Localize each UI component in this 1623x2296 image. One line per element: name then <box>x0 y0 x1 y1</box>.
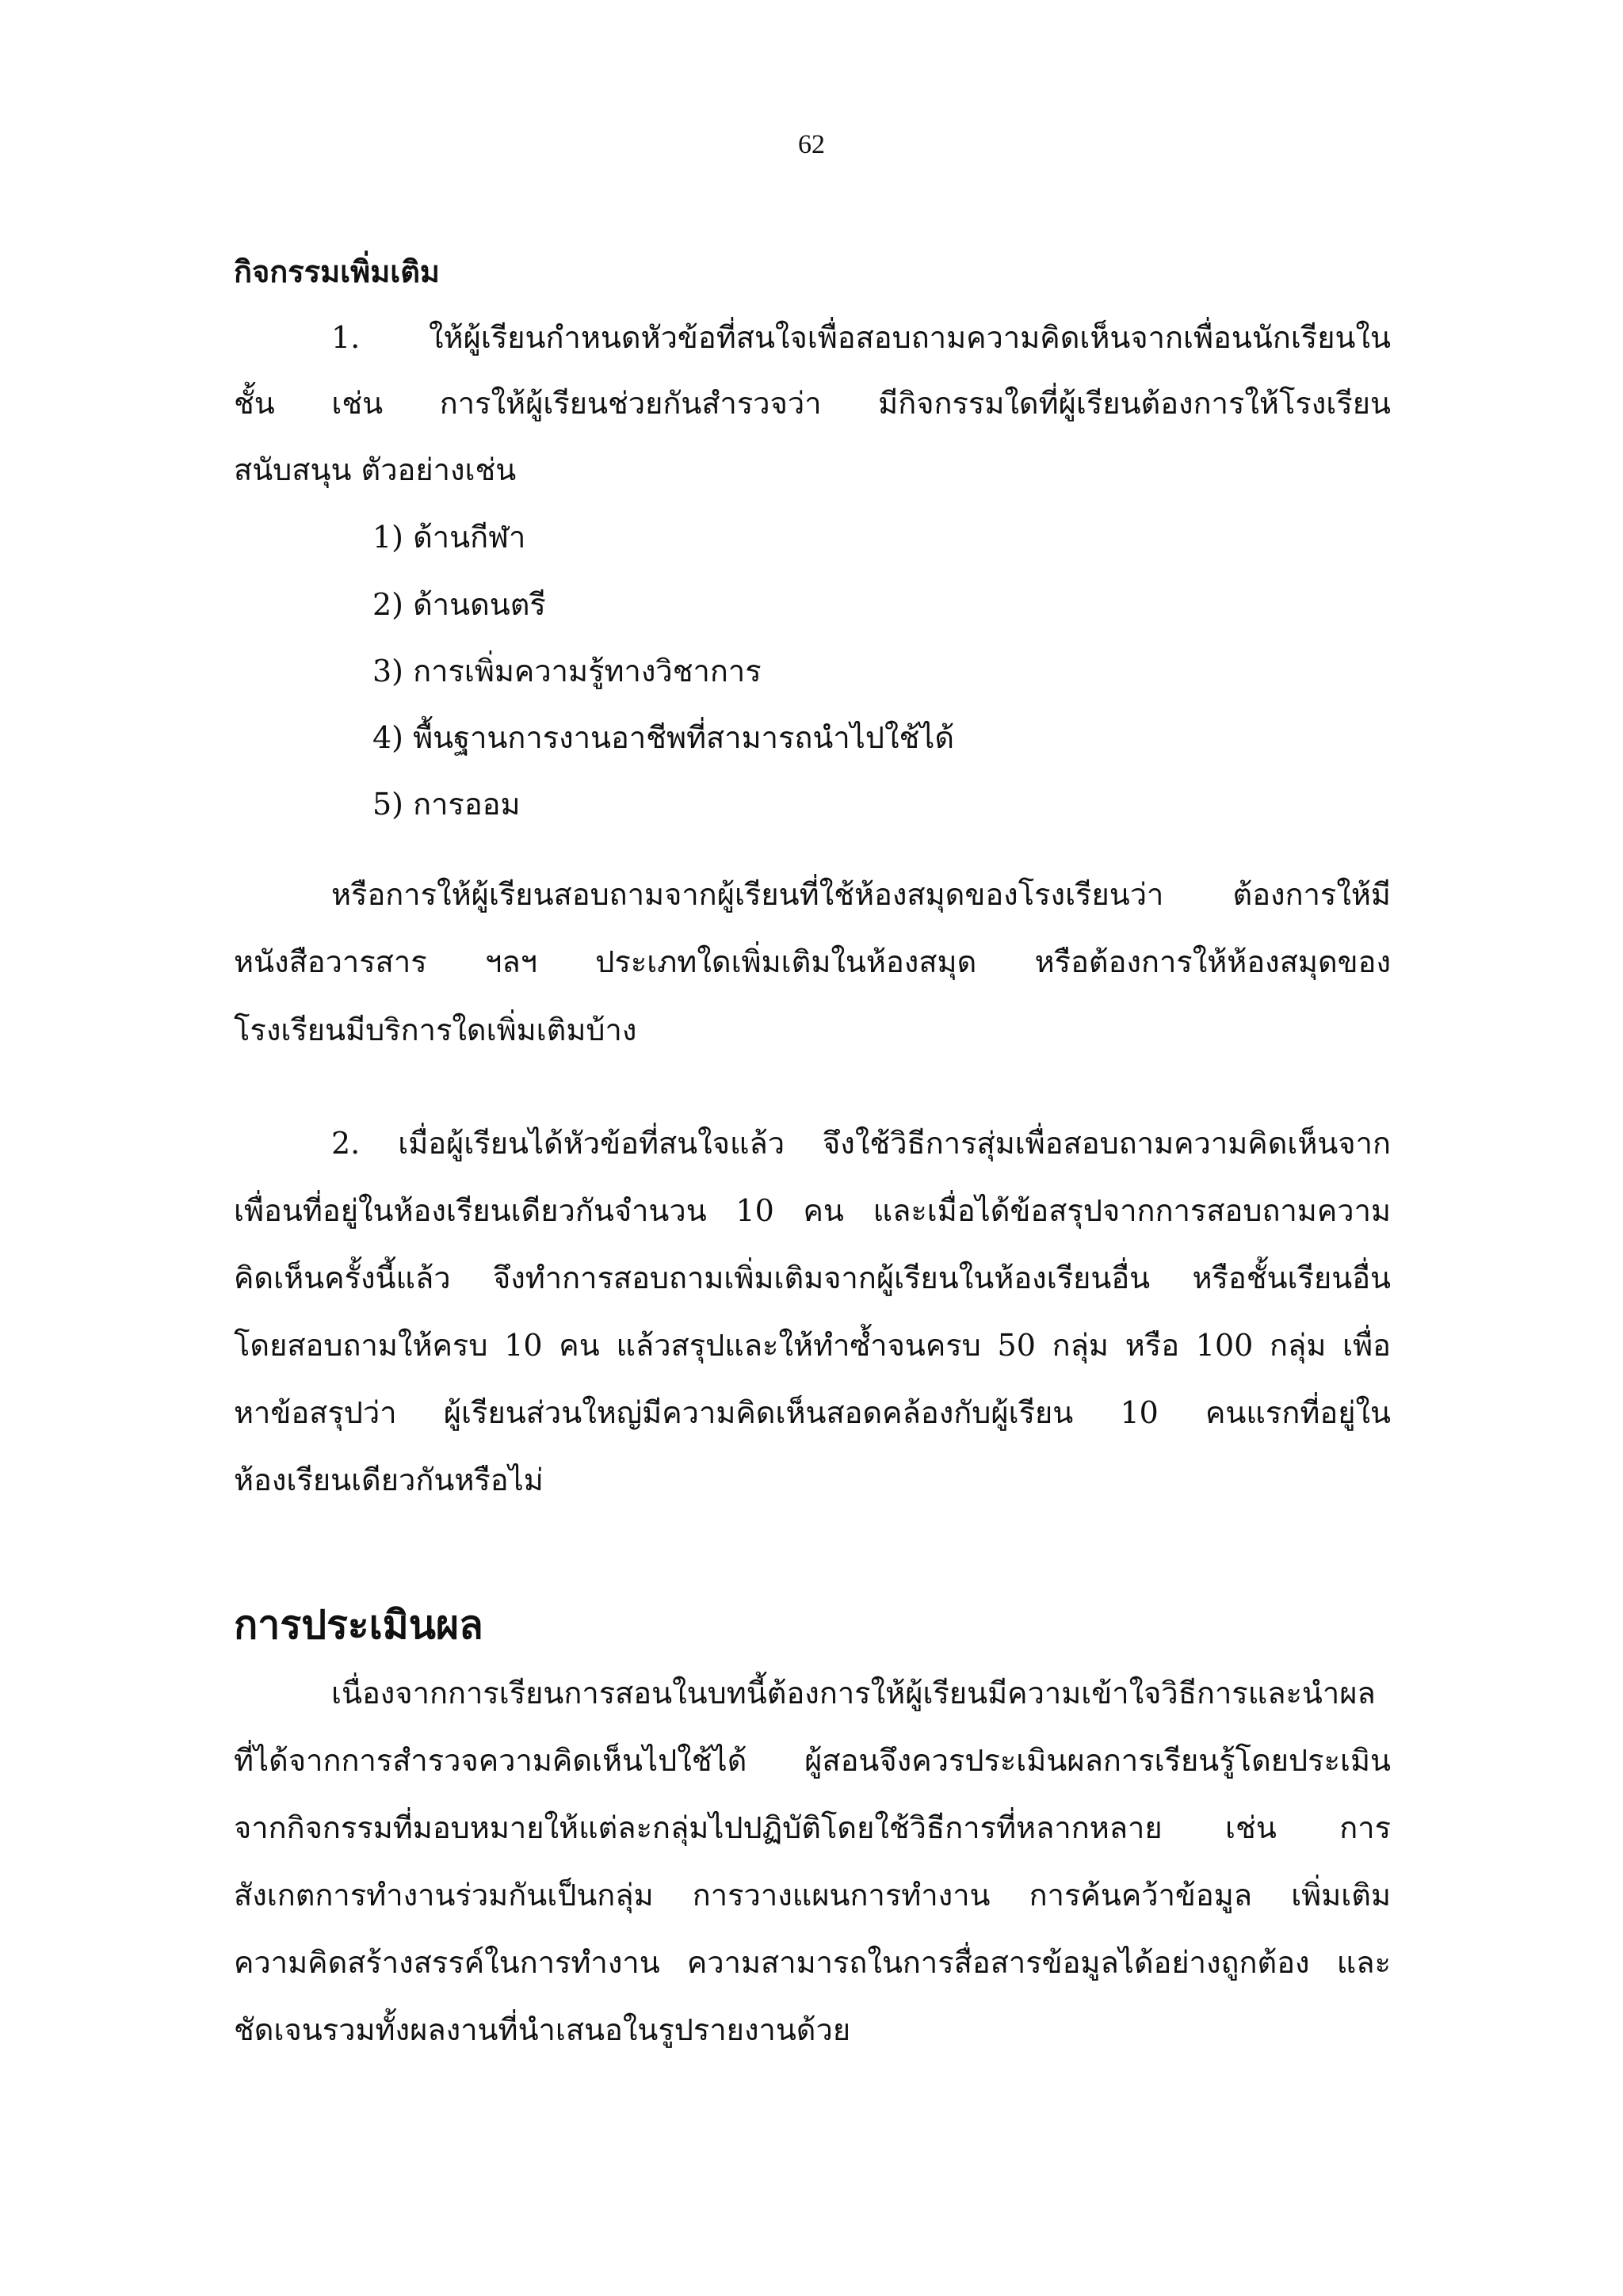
list-item-music: 2) ด้านดนตรี <box>372 587 546 622</box>
item2-line-4: โดยสอบถามให้ครบ 10 คน แล้วสรุปและให้ทำซ้ำจนครบ 50 กลุ่ม หรือ 100 กลุ่ม เพื่อ <box>234 1328 1391 1363</box>
eval-line-4: สังเกตการทำงานร่วมกันเป็นกลุ่ม การวางแผนการทำงาน การค้นคว้าข้อมูล เพิ่มเติม <box>234 1878 1391 1913</box>
page-number: 62 <box>798 130 825 159</box>
library-para-line-3: โรงเรียนมีบริการใดเพิ่มเติมบ้าง <box>234 1013 637 1047</box>
eval-line-5: ความคิดสร้างสรรค์ในการทำงาน ความสามารถในการสื่อสารข้อมูลได้อย่างถูกต้อง และ <box>234 1945 1391 1980</box>
list-item-sports: 1) ด้านกีฬา <box>372 520 526 555</box>
item1-line-2: ชั้น เช่น การให้ผู้เรียนช่วยกันสำรวจว่า มีกิจกรรมใดที่ผู้เรียนต้องการให้โรงเรียน <box>234 386 1391 421</box>
list-item-vocational: 4) พื้นฐานการงานอาชีพที่สามารถนำไปใช้ได้ <box>372 720 955 755</box>
item2-line-3: คิดเห็นครั้งนี้แล้ว จึงทำการสอบถามเพิ่มเติมจากผู้เรียนในห้องเรียนอื่น หรือชั้นเรียนอื่น <box>234 1261 1391 1295</box>
item2-line-2: เพื่อนที่อยู่ในห้องเรียนเดียวกันจำนวน 10 คน และเมื่อได้ข้อสรุปจากการสอบถามความ <box>234 1193 1391 1228</box>
eval-line-1: เนื่องจากการเรียนการสอนในบทนี้ต้องการให้ผู้เรียนมีความเข้าใจวิธีการและนำผล <box>331 1676 1376 1711</box>
list-item-saving: 5) การออม <box>372 787 521 822</box>
item2-line-6: ห้องเรียนเดียวกันหรือไม่ <box>234 1463 544 1497</box>
section-heading-extra-activities: กิจกรรมเพิ่มเติม <box>234 254 440 289</box>
item2-line-1: 2. เมื่อผู้เรียนได้หัวข้อที่สนใจแล้ว จึงใช้วิธีการสุ่มเพื่อสอบถามความคิดเห็นจาก <box>331 1126 1391 1161</box>
eval-line-3: จากกิจกรรมที่มอบหมายให้แต่ละกลุ่มไปปฏิบัติโดยใช้วิธีการที่หลากหลาย เช่น การ <box>234 1810 1391 1845</box>
item1-line-1: 1. ให้ผู้เรียนกำหนดหัวข้อที่สนใจเพื่อสอบถามความคิดเห็นจากเพื่อนนักเรียนใน <box>331 320 1391 355</box>
library-para-line-2: หนังสือวารสาร ฯลฯ ประเภทใดเพิ่มเติมในห้องสมุด หรือต้องการให้ห้องสมุดของ <box>234 944 1391 979</box>
library-para-line-1: หรือการให้ผู้เรียนสอบถามจากผู้เรียนที่ใช้ห้องสมุดของโรงเรียนว่า ต้องการให้มี <box>331 877 1391 912</box>
item1-line-3: สนับสนุน ตัวอย่างเช่น <box>234 452 517 487</box>
list-item-academic: 3) การเพิ่มความรู้ทางวิชาการ <box>372 654 762 688</box>
eval-line-6: ชัดเจนรวมทั้งผลงานที่นำเสนอในรูปรายงานด้วย <box>234 2012 851 2047</box>
item2-line-5: หาข้อสรุปว่า ผู้เรียนส่วนใหญ่มีความคิดเห็นสอดคล้องกับผู้เรียน 10 คนแรกที่อยู่ใน <box>234 1395 1391 1430</box>
eval-line-2: ที่ได้จากการสำรวจความคิดเห็นไปใช้ได้ ผู้สอนจึงควรประเมินผลการเรียนรู้โดยประเมิน <box>234 1743 1391 1778</box>
section-heading-evaluation: การประเมินผล <box>234 1601 483 1648</box>
